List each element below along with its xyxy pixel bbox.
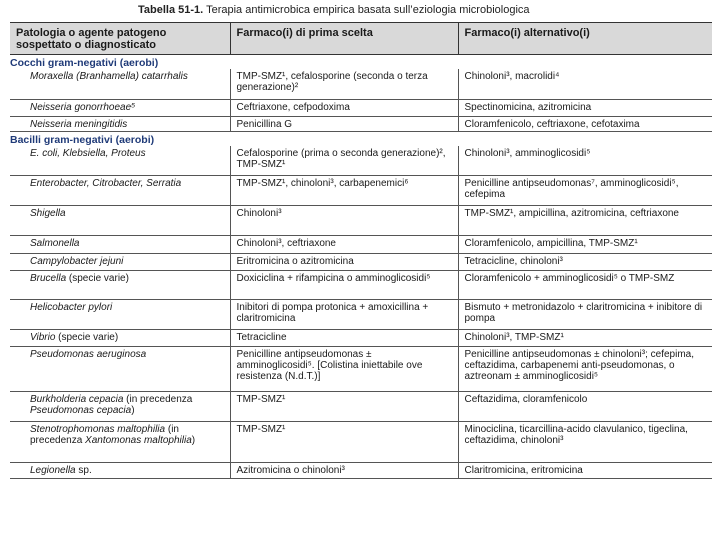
agent-genus: Legionella <box>30 465 76 476</box>
agent-cell <box>10 463 230 479</box>
agent-note: (in precedenza <box>123 394 193 405</box>
first-choice-cell: TMP-SMZ¹, cefalosporine (seconda o terza generazione)² <box>230 69 458 99</box>
agent-note: (specie varie) <box>55 332 119 343</box>
table-row <box>10 206 712 236</box>
alternative-cell: Chinoloni³, amminoglicosidi⁵ <box>458 146 712 176</box>
agent-genus: Vibrio <box>30 332 56 343</box>
table-row <box>10 146 712 176</box>
first-choice-cell: Ceftriaxone, cefpodoxima <box>230 99 458 116</box>
agent-cell: Helicobacter pylori <box>10 300 230 330</box>
alternative-cell: Claritromicina, eritromicina <box>458 463 712 479</box>
first-choice-cell: Doxiciclina + rifampicina o amminoglicosidi⁵ <box>230 271 458 300</box>
first-choice-cell: Penicillina G <box>230 116 458 131</box>
agent-former-name: Xantomonas maltophilia <box>85 435 192 446</box>
table-row <box>10 271 712 300</box>
table-row <box>10 69 712 99</box>
table-row <box>10 330 712 347</box>
agent-cell: Campylobacter jejuni <box>10 254 230 271</box>
alternative-cell: Chinoloni³, TMP-SMZ¹ <box>458 330 712 347</box>
therapy-table <box>10 22 712 479</box>
alternative-cell: Bismuto + metronidazolo + claritromicina + inibitore di pompa <box>458 300 712 330</box>
caption-label: Tabella 51-1. <box>138 4 204 16</box>
section-title: Bacilli gram-negativi (aerobi) <box>10 133 155 146</box>
alternative-cell: Penicilline antipseudomonas ± chinoloni³; cefepima, ceftazidima, carbapenemi anti-pseudomonas, o aztreonam ± amminoglicosidi⁵ <box>458 347 712 392</box>
alternative-cell: Cloramfenicolo, ceftriaxone, cefotaxima <box>458 116 712 131</box>
agent-genus: Stenotrophomonas maltophilia <box>30 424 166 435</box>
agent-cell: Shigella <box>10 206 230 236</box>
first-choice-cell: Chinoloni³, ceftriaxone <box>230 236 458 254</box>
agent-note-end: ) <box>131 405 135 416</box>
first-choice-cell: Inibitori di pompa protonica + amoxicillina + claritromicina <box>230 300 458 330</box>
agent-cell: E. coli, Klebsiella, Proteus <box>10 146 230 176</box>
agent-cell <box>10 392 230 422</box>
table-row <box>10 176 712 206</box>
agent-former-name: Pseudomonas cepacia <box>30 405 132 416</box>
table-row <box>10 347 712 392</box>
alternative-cell: Minociclina, ticarcillina-acido clavulanico, tigeclina, ceftazidima, chinoloni³ <box>458 422 712 463</box>
agent-cell: Moraxella (Branhamella) catarrhalis <box>10 69 230 99</box>
agent-cell <box>10 422 230 463</box>
header-alternative: Farmaco(i) alternativo(i) <box>458 23 712 55</box>
first-choice-cell: TMP-SMZ¹, chinoloni³, carbapenemici⁶ <box>230 176 458 206</box>
caption-title: Terapia antimicrobica empirica basata sull’eziologia microbiologica <box>203 4 530 16</box>
agent-note-end: ) <box>191 435 196 446</box>
first-choice-cell: TMP-SMZ¹ <box>230 392 458 422</box>
header-agent: Patologia o agente patogeno sospettato o diagnosticato <box>10 23 230 55</box>
agent-note: sp. <box>75 465 92 476</box>
table-row <box>10 392 712 422</box>
agent-cell: Pseudomonas aeruginosa <box>10 347 230 392</box>
section-title: Cocchi gram-negativi (aerobi) <box>10 57 159 69</box>
alternative-cell: Ceftazidima, cloramfenicolo <box>458 392 712 422</box>
agent-note: (specie varie) <box>66 273 129 284</box>
agent-cell <box>10 330 230 347</box>
alternative-cell: Cloramfenicolo, ampicillina, TMP-SMZ¹ <box>458 236 712 254</box>
first-choice-cell: Azitromicina o chinoloni³ <box>230 463 458 479</box>
alternative-cell: Spectinomicina, azitromicina <box>458 99 712 116</box>
first-choice-cell: Cefalosporine (prima o seconda generazione)², TMP-SMZ¹ <box>230 146 458 176</box>
first-choice-cell: Tetracicline <box>230 330 458 347</box>
agent-cell: Neisseria gonorrhoeae⁵ <box>10 99 230 116</box>
table-row <box>10 116 712 131</box>
table-row <box>10 300 712 330</box>
table-caption <box>138 4 530 16</box>
first-choice-cell: Chinoloni³ <box>230 206 458 236</box>
table-row <box>10 422 712 463</box>
table-row <box>10 236 712 254</box>
header-first-choice: Farmaco(i) di prima scelta <box>230 23 458 55</box>
agent-cell: Enterobacter, Citrobacter, Serratia <box>10 176 230 206</box>
alternative-cell: Chinoloni³, macrolidi⁴ <box>458 69 712 99</box>
section-row <box>10 131 712 146</box>
first-choice-cell: Penicilline antipseudomonas ± amminoglicosidi⁵. [Colistina iniettabile ove resistenza (N.d.T.)] <box>230 347 458 392</box>
agent-cell: Neisseria meningitidis <box>10 116 230 131</box>
agent-cell: Salmonella <box>10 236 230 254</box>
alternative-cell: Cloramfenicolo + amminoglicosidi⁵ o TMP-SMZ <box>458 271 712 300</box>
alternative-cell: TMP-SMZ¹, ampicillina, azitromicina, ceftriaxone <box>458 206 712 236</box>
header-row <box>10 23 712 55</box>
alternative-cell: Tetracicline, chinoloni³ <box>458 254 712 271</box>
agent-cell <box>10 271 230 300</box>
table-row <box>10 463 712 479</box>
section-row <box>10 55 712 70</box>
agent-genus: Burkholderia cepacia <box>30 394 124 405</box>
first-choice-cell: TMP-SMZ¹ <box>230 422 458 463</box>
table-row <box>10 99 712 116</box>
alternative-cell: Penicilline antipseudomonas⁷, amminoglicosidi⁵, cefepima <box>458 176 712 206</box>
agent-genus: Brucella <box>30 273 67 284</box>
table-row <box>10 254 712 271</box>
agent-note: (in precedenza <box>30 424 179 446</box>
first-choice-cell: Eritromicina o azitromicina <box>230 254 458 271</box>
